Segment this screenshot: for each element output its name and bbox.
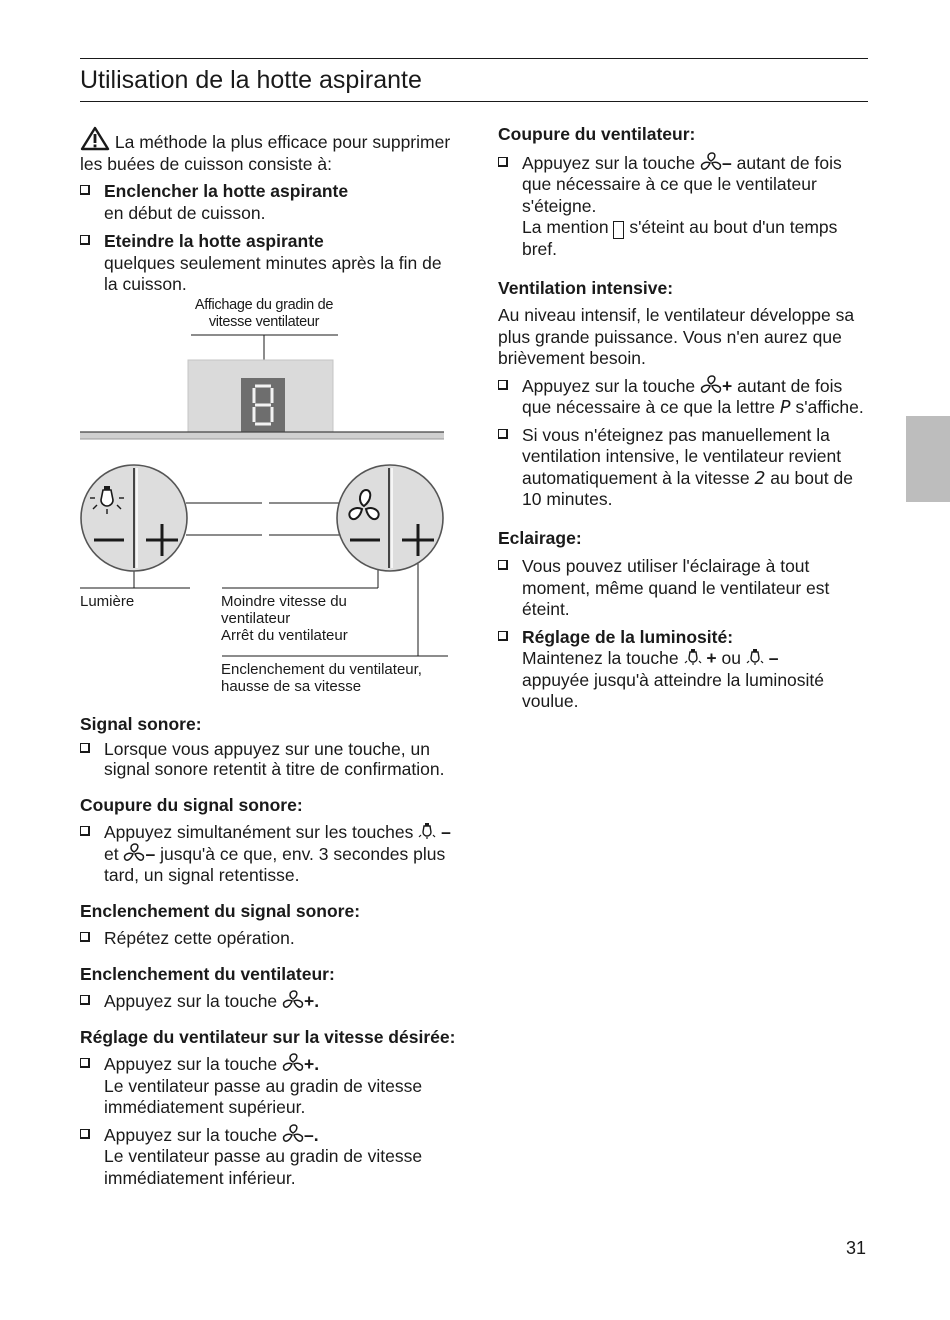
intro-item-text: quelques seulement minutes après la fin de la cuisson.: [104, 252, 442, 294]
eclairage-heading: Eclairage:: [498, 527, 582, 548]
checkbox-bullet: [80, 1129, 90, 1139]
checkbox-bullet: [498, 560, 508, 570]
display-digit: [251, 384, 275, 426]
intro-item-heading: Enclencher la hotte aspirante: [104, 181, 349, 201]
list-item: [80, 928, 460, 950]
list-item: [80, 739, 460, 779]
page-title: Utilisation de la hotte aspirante: [80, 66, 422, 94]
reglage-heading: Réglage du ventilateur sur la vitesse désirée:: [80, 1026, 456, 1047]
et-text: et: [104, 843, 119, 864]
eclairage-item: Vous pouvez utiliser l'éclairage à tout moment, même quand le ventilateur est éteint.: [522, 556, 830, 619]
coupure-vent-c: s'éteint au bout d'un temps bref.: [522, 217, 838, 259]
light-icon: [684, 648, 702, 666]
intro-text: La méthode la plus efficace pour supprimer les buées de cuisson consiste à:: [80, 132, 451, 174]
label-light: Lumière: [80, 593, 135, 610]
checkbox-bullet: [80, 932, 90, 942]
checkbox-bullet: [80, 743, 90, 753]
fan-icon: [282, 1125, 304, 1143]
light-icon: [418, 822, 436, 840]
fan-icon: [700, 376, 722, 394]
press-key-text: Appuyez sur la touche: [522, 375, 696, 396]
checkbox-bullet: [498, 631, 508, 641]
press-key-text: Appuyez sur la touche: [104, 1124, 278, 1145]
light-button: [81, 465, 187, 571]
signal-heading: Signal sonore:: [80, 714, 202, 734]
lum-a: Maintenez la touche: [522, 648, 679, 668]
segment-zero-glyph: [613, 221, 624, 239]
reglage-up-text: Le ventilateur passe au gradin de vitesse immédiatement supérieur.: [104, 1075, 423, 1117]
segment-two-glyph: 2: [754, 467, 766, 489]
plus-sign: +: [722, 375, 733, 396]
section-tab: [906, 416, 950, 502]
coupure-signal-heading: Coupure du signal sonore:: [80, 794, 303, 815]
label-fan-up: Enclenchement du ventilateur, hausse de sa vitesse: [221, 661, 422, 695]
checkbox-bullet: [80, 1058, 90, 1068]
list-item: [498, 153, 866, 261]
list-item: [80, 991, 460, 1013]
enclench-signal-heading: Enclenchement du signal sonore:: [80, 900, 361, 921]
press-key-text: Appuyez sur la touche: [104, 991, 278, 1011]
display-label: Affichage du gradin de vitesse ventilateur: [194, 297, 334, 330]
minus-sign: –: [722, 152, 732, 173]
enclench-signal-item: Répétez cette opération.: [104, 928, 295, 948]
diagram-drawing: [0, 0, 480, 700]
lum-b: appuyée jusqu'à atteindre la luminosité voulue.: [522, 669, 825, 711]
intensive-a2: s'affiche.: [795, 397, 864, 417]
fan-icon: [700, 153, 722, 171]
coupure-signal-a: Appuyez simultanément sur les touches: [104, 822, 414, 842]
signal-item: Lorsque vous appuyez sur une touche, un signal sonore retentit à titre de confirmation.: [104, 738, 445, 779]
lum-ou: ou: [721, 648, 741, 668]
coupure-vent-heading: Coupure du ventilateur:: [498, 124, 696, 144]
list-item: [80, 822, 460, 887]
minus-dot: –.: [304, 1124, 319, 1145]
checkbox-bullet: [498, 429, 508, 439]
intensive-intro: Au niveau intensif, le ventilateur développe sa plus grande puissance. Vous n'en aurez que brièvement besoin.: [498, 305, 855, 368]
minus-sign: –: [145, 843, 156, 864]
fan-icon: [282, 991, 304, 1009]
intensive-b2: au bout de 10 minutes.: [522, 467, 853, 509]
list-item: [80, 1125, 460, 1190]
coupure-signal-b: jusqu'à ce que, env. 3 secondes plus tard, un signal retentisse.: [104, 843, 446, 885]
fan-icon: [282, 1054, 304, 1072]
plus-sign: +: [706, 648, 717, 668]
coupure-vent-b: La mention: [522, 217, 609, 237]
page-number: 31: [846, 1238, 867, 1258]
intro-item-text: en début de cuisson.: [104, 202, 266, 223]
enclench-vent-heading: Enclenchement du ventilateur:: [80, 963, 335, 984]
minus-sign: –: [441, 822, 451, 842]
checkbox-bullet: [498, 380, 508, 390]
right-column: [498, 124, 866, 713]
segment-p-glyph: P: [779, 397, 791, 418]
checkbox-bullet: [80, 995, 90, 1005]
light-icon: [746, 648, 764, 666]
coupure-vent-a: autant de fois que nécessaire à ce que le ventilateur s'éteigne.: [522, 152, 842, 216]
left-column-bottom: [80, 714, 460, 1189]
intensive-heading: Ventilation intensive:: [498, 277, 674, 298]
plus-dot: +.: [304, 991, 320, 1011]
intro-item-heading: Eteindre la hotte aspirante: [104, 231, 324, 251]
list-item: [498, 556, 866, 621]
label-fan-down-2: Arrêt du ventilateur: [221, 627, 348, 644]
intensive-b1: Si vous n'éteignez pas manuellement la ventilation intensive, le ventilateur revient automatiquement à la vitesse: [522, 424, 842, 488]
list-item: [498, 627, 866, 713]
fan-button: [337, 465, 443, 571]
list-item: [498, 425, 866, 511]
list-item: [498, 376, 866, 419]
reglage-down-text: Le ventilateur passe au gradin de vitesse immédiatement inférieur.: [104, 1146, 423, 1188]
list-item: [80, 1054, 460, 1119]
lum-heading: Réglage de la luminosité:: [522, 626, 734, 647]
intensive-a1: autant de fois que nécessaire à ce que la lettre: [522, 375, 843, 417]
press-key-text: Appuyez sur la touche: [104, 1054, 278, 1074]
checkbox-bullet: [80, 826, 90, 836]
label-fan-down-1: Moindre vitesse du ventilateur: [221, 593, 347, 627]
checkbox-bullet: [498, 157, 508, 167]
fan-icon: [123, 844, 145, 862]
minus-sign: –: [768, 648, 779, 668]
press-key-text: Appuyez sur la touche: [522, 152, 696, 173]
plus-dot: +.: [304, 1054, 320, 1074]
